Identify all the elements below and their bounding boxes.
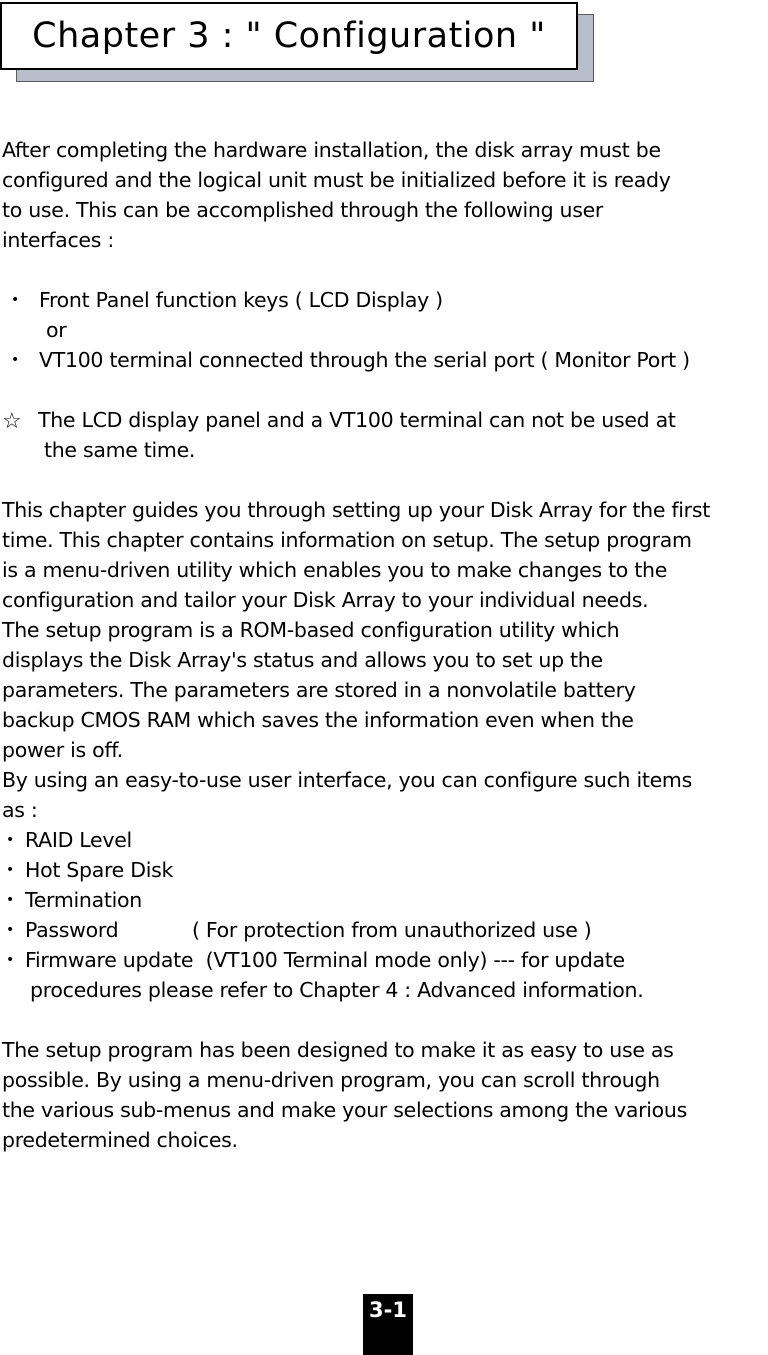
body-line: By using an easy-to-use user interface, you can configure such items: [2, 768, 692, 792]
interface-or: or: [46, 318, 67, 342]
interface-item-vt100: [2, 345, 768, 375]
bullet-icon: •: [6, 892, 14, 908]
config-item-termination: [2, 885, 768, 915]
body-line: backup CMOS RAM which saves the information even when the: [2, 708, 634, 732]
body-line: is a menu-driven utility which enables you to make changes to the: [2, 558, 668, 582]
note-text-continued: the same time.: [44, 438, 196, 462]
bullet-icon: •: [6, 952, 14, 968]
page-number: 3-1: [363, 1294, 413, 1355]
page-content: [2, 135, 768, 1155]
bullet-icon: •: [11, 292, 19, 308]
body-line: displays the Disk Array's status and allows you to set up the: [2, 648, 603, 672]
star-icon: ☆: [2, 409, 22, 434]
body-line: The setup program is a ROM-based configuration utility which: [2, 618, 620, 642]
closing-line: The setup program has been designed to make it as easy to use as: [2, 1038, 674, 1062]
bullet-icon: •: [11, 352, 19, 368]
interface-item-front-panel: [2, 285, 768, 315]
note-text: The LCD display panel and a VT100 terminal can not be used at: [38, 408, 676, 432]
closing-line: possible. By using a menu-driven program, you can scroll through: [2, 1068, 660, 1092]
intro-line: configured and the logical unit must be initialized before it is ready: [2, 168, 671, 192]
chapter-title-box: [0, 2, 578, 70]
spacer: [2, 375, 768, 405]
intro-line: to use. This can be accomplished through the following user: [2, 198, 604, 222]
intro-line: interfaces :: [2, 228, 114, 252]
config-item-label: Firmware update (VT100 Terminal mode only) --- for update: [25, 948, 625, 972]
body-line: power is off.: [2, 738, 123, 762]
body-line: configuration and tailor your Disk Array to your individual needs.: [2, 588, 649, 612]
config-item-hot-spare: [2, 855, 768, 885]
config-item-firmware-continued: procedures please refer to Chapter 4 : Advanced information.: [30, 978, 644, 1002]
config-item-raid-level: [2, 825, 768, 855]
spacer: [2, 1005, 768, 1035]
config-item-note: ( For protection from unauthorized use ): [192, 918, 592, 942]
config-item-label: Termination: [25, 888, 142, 912]
interface-item-label: Front Panel function keys ( LCD Display ): [39, 288, 443, 312]
body-line: parameters. The parameters are stored in a nonvolatile battery: [2, 678, 636, 702]
bullet-icon: •: [6, 832, 14, 848]
body-line: time. This chapter contains information on setup. The setup program: [2, 528, 692, 552]
closing-line: the various sub-menus and make your selections among the various: [2, 1098, 687, 1122]
config-item-label: Hot Spare Disk: [25, 858, 174, 882]
bullet-icon: •: [6, 922, 14, 938]
body-line: as :: [2, 798, 38, 822]
intro-line: After completing the hardware installation, the disk array must be: [2, 138, 661, 162]
config-item-password: [2, 915, 768, 945]
interface-item-label: VT100 terminal connected through the serial port ( Monitor Port ): [39, 348, 690, 372]
spacer: [2, 255, 768, 285]
config-item-label: Password: [25, 918, 119, 942]
chapter-title: Chapter 3 : " Configuration ": [32, 16, 546, 56]
spacer: [2, 465, 768, 495]
config-item-firmware: [2, 945, 768, 975]
closing-line: predetermined choices.: [2, 1128, 238, 1152]
bullet-icon: •: [6, 862, 14, 878]
config-item-label: RAID Level: [25, 828, 132, 852]
body-line: This chapter guides you through setting up your Disk Array for the first: [2, 498, 710, 522]
note: [2, 405, 768, 435]
